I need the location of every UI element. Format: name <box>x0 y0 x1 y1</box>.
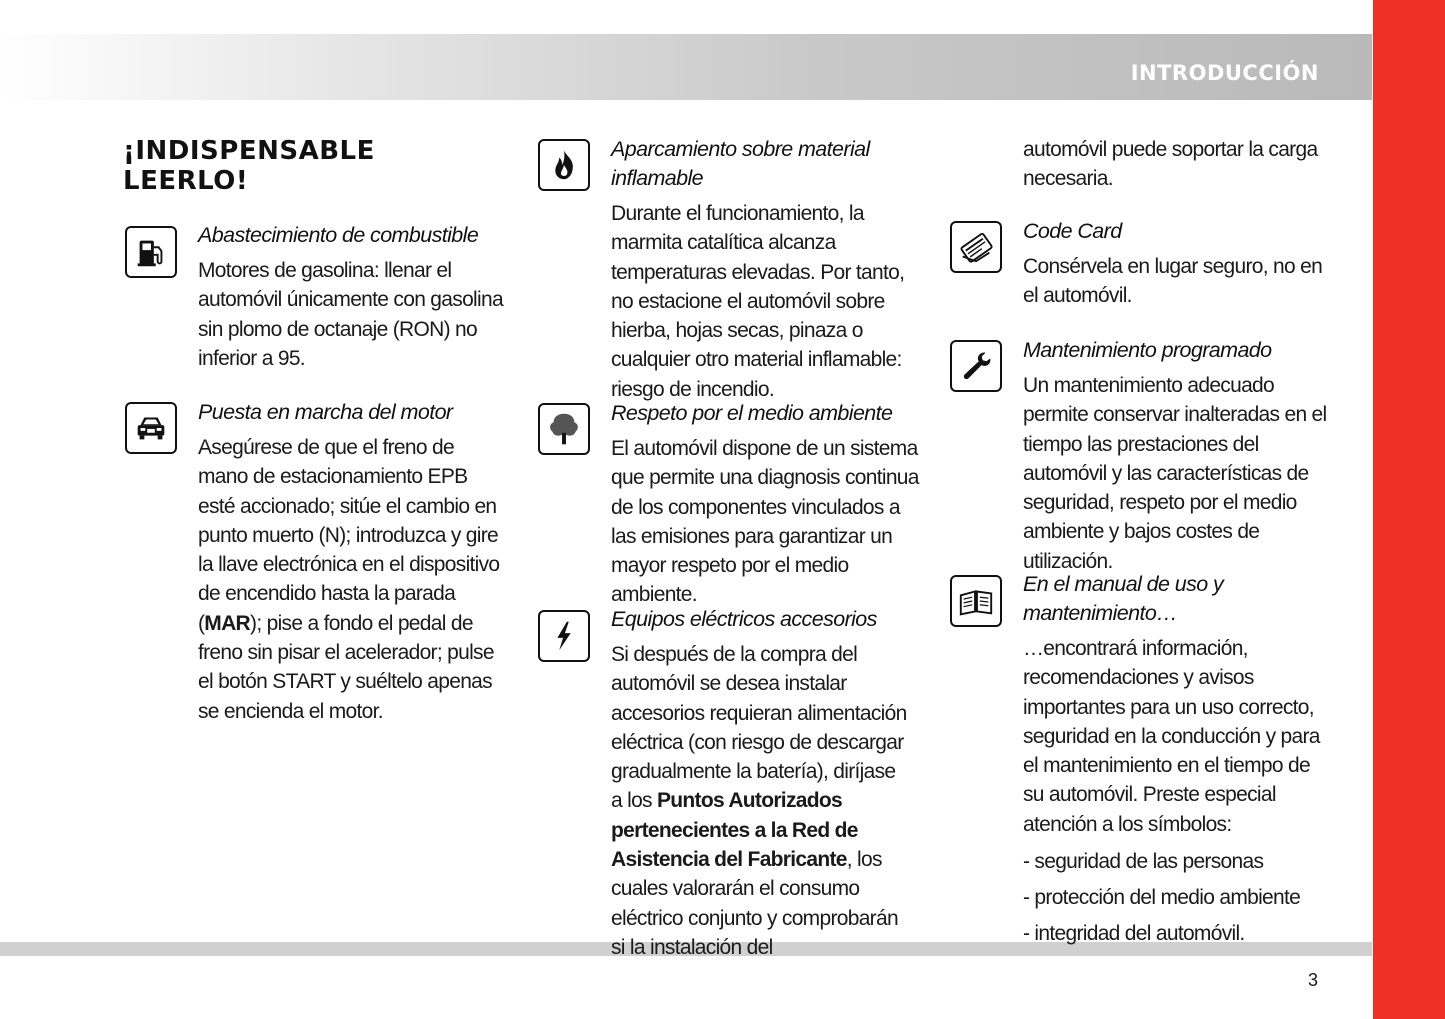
electrical-text: Si después de la compra del automóvil se desea instalar accesorios requieran alimentación eléctrica (con riesgo de descargar gradualmente la batería), diríjase a los Puntos Autorizados pertenecientes a la Red de Asistencia del Fabricante, los cuales valorarán el consumo eléctrico conjunto y comprobarán si la instalación del <box>611 643 907 959</box>
list-item: - seguridad de las personas <box>1023 850 1264 874</box>
fuel-title: Abastecimiento de combustible <box>198 223 479 247</box>
engine-start-text: Asegúrese de que el freno de mano de estacionamiento EPB esté accionado; sitúe el cambio en punto muerto (N); introduzca y gire la llave electrónica en el dispositivo de encendido hasta la parada (MAR); pise a fondo el pedal de freno sin pisar el acelerador; pulse el botón START y suéltelo apenas se encienda el motor. <box>198 436 500 723</box>
parking-text: Durante el funcionamiento, la marmita catalítica alcanza temperaturas elevadas. Por tanto, no estacione el automóvil sobre hierba, hojas secas, pinaza o cualquier otro material inflamable: riesgo de incendio. <box>611 202 905 401</box>
environment-text: El automóvil dispone de un sistema que permite una diagnosis continua de los componentes vinculados a las emisiones para garantizar un mayor respeto por el medio ambiente. <box>611 437 919 607</box>
environment-section <box>611 399 921 610</box>
car-front-icon <box>125 402 177 454</box>
code-card-section <box>1023 217 1333 311</box>
engine-start-title: Puesta en marcha del motor <box>198 400 453 424</box>
page-title <box>123 136 375 196</box>
engine-start-section <box>198 398 508 726</box>
maintenance-section <box>1023 336 1333 576</box>
electrical-section <box>611 605 911 962</box>
manual-title: En el manual de uso y mantenimiento… <box>1023 572 1224 625</box>
lightning-icon <box>538 610 590 662</box>
open-book-icon <box>950 575 1002 627</box>
manual-text: …encontrará información, recomendaciones y avisos importantes para un uso correcto, seguridad en la conducción y para el mantenimiento en el tiempo de su automóvil. Preste especial atención a los símbolos: <box>1023 637 1320 836</box>
fuel-pump-icon <box>125 226 177 278</box>
manual-symbol-list <box>1023 844 1323 952</box>
code-card-text: Consérvela en lugar seguro, no en el automóvil. <box>1023 255 1323 308</box>
red-side-bar <box>1373 0 1445 1019</box>
flame-icon <box>538 139 590 191</box>
electrical-title: Equipos eléctricos accesorios <box>611 607 877 631</box>
maintenance-title: Mantenimiento programado <box>1023 338 1272 362</box>
code-card-title: Code Card <box>1023 219 1122 243</box>
maintenance-text: Un mantenimiento adecuado permite conservar inalteradas en el tiempo las prestaciones del automóvil y las características de seguridad, respeto por el medio ambiente y bajos costes de utilización. <box>1023 374 1327 573</box>
continuation-text: automóvil puede soportar la carga necesaria. <box>1023 138 1318 191</box>
section-title: INTRODUCCIÓN <box>1130 61 1319 85</box>
page-title-line1: ¡INDISPENSABLE <box>123 136 375 166</box>
continuation-section <box>1023 135 1333 194</box>
fuel-section <box>198 221 508 373</box>
list-item: - protección del medio ambiente <box>1023 886 1301 910</box>
list-item: - integridad del automóvil. <box>1023 922 1245 946</box>
page-title-line2: LEERLO! <box>123 166 249 196</box>
fuel-text: Motores de gasolina: llenar el automóvil únicamente con gasolina sin plomo de octanaje (RON) no inferior a 95. <box>198 259 503 370</box>
manual-section <box>1023 570 1323 952</box>
wrench-icon <box>950 340 1002 392</box>
parking-title: Aparcamiento sobre material inflamable <box>611 137 870 190</box>
tree-icon <box>538 403 590 455</box>
parking-section <box>611 135 921 404</box>
page-number: 3 <box>1308 970 1319 990</box>
environment-title: Respeto por el medio ambiente <box>611 401 893 425</box>
code-card-icon <box>950 221 1002 273</box>
